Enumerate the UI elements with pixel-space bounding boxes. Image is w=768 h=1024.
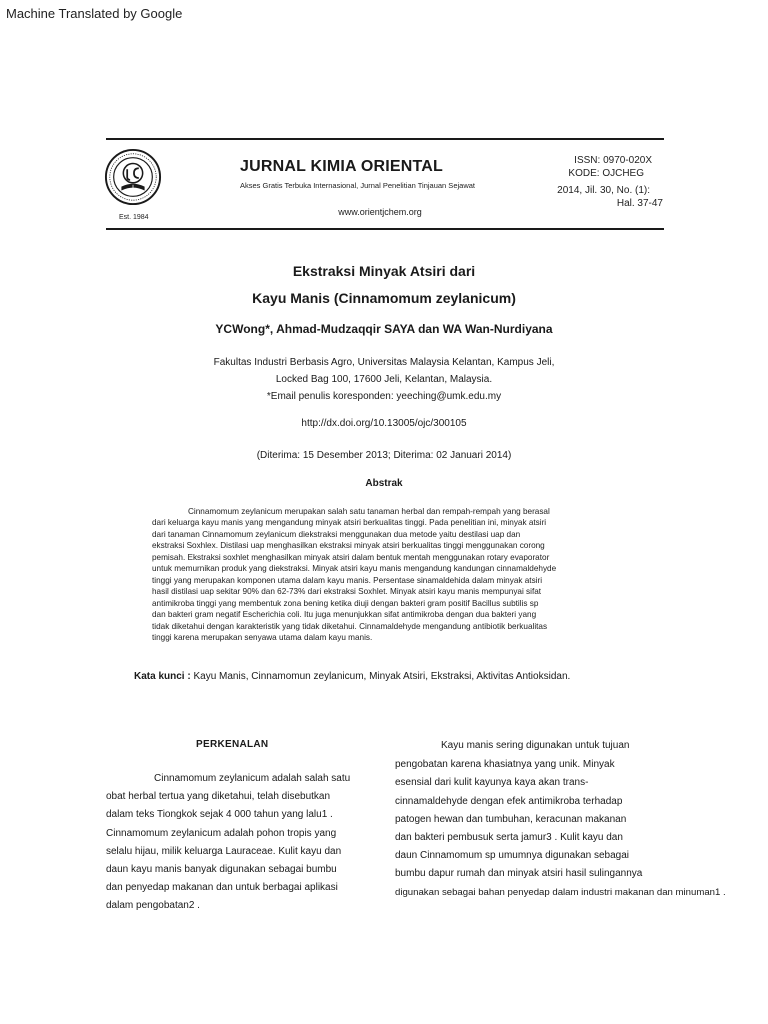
body-line: patogen hewan dan tumbuhan, keracunan makanan [395,813,627,825]
journal-code: KODE: OJCHEG [568,168,644,179]
abstract-line: Cinnamomum zeylanicum merupakan salah satu tanaman herbal dan rempah-rempah yang berasal [188,507,550,516]
abstract-line: antimikroba tinggi yang membentuk zona bening ketika diuji dengan bakteri gram positif Bacillus subtilis sp [152,598,539,608]
journal-website[interactable]: www.orientjchem.org [338,207,422,217]
keywords-label: Kata kunci : [134,671,191,682]
journal-title: JURNAL KIMIA ORIENTAL [240,158,444,175]
introduction-heading: PERKENALAN [196,739,269,750]
article-title-line-2: Kayu Manis (Cinnamomum zeylanicum) [252,290,516,306]
abstract-line: tinggi yang merupakan komponen utama dalam kayu manis. Persentase sinamaldehida dalam minyak atsiri [152,575,543,585]
body-line: bumbu dapur rumah dan minyak atsiri hasil sulingannya [395,868,643,880]
machine-translation-banner: Machine Translated by Google [6,6,183,21]
body-line: dan bakteri pembusuk serta jamur3 . Kulit kayu dan [395,832,623,844]
abstract-line: ekstraksi Soxhlex. Distilasi uap menghasilkan ekstraksi minyak atsiri berkualitas tinggi menggunakan corong [152,541,545,551]
affiliation-line: Locked Bag 100, 17600 Jeli, Kelantan, Malaysia. [275,374,493,385]
abstract-line: tidak diketahui dengan karakteristik yang tidak diketahui. Cinnamaldehyde mengandung antibiotik berkualitas [152,621,548,631]
journal-seal-icon [104,148,162,206]
abstract-line: untuk memurnikan produk yang diekstraksi. Minyak atsiri kayu manis mengandung kandungan cinnamaldehyde [152,564,557,574]
affiliation-line: Fakultas Industri Berbasis Agro, Universitas Malaysia Kelantan, Kampus Jeli, [213,357,555,368]
journal-issn: ISSN: 0970-020X [574,155,652,166]
abstract-line: tinggi karena merupakan senyawa utama dalam kayu manis. [152,632,373,642]
body-line: Cinnamomum zeylanicum adalah salah satu [154,773,351,784]
keywords [134,671,570,682]
article-title-line-1: Ekstraksi Minyak Atsiri dari [292,263,476,279]
header-rule-bottom [106,228,664,230]
keywords-list: Kayu Manis, Cinnamomun zeylanicum, Minyak Atsiri, Ekstraksi, Aktivitas Antioksidan. [190,671,571,682]
header-rule-top [106,138,664,140]
body-line: digunakan sebagai bahan penyedap dalam industri makanan dan minuman1 . [395,886,726,898]
journal-volume: 2014, Jil. 30, No. (1): [557,185,650,196]
article-authors: YCWong*, Ahmad-Mudzaqqir SAYA dan WA Wan-Nurdiyana [215,322,553,336]
body-line: dan penyedap makanan dan untuk berbagai aplikasi [106,882,338,894]
body-line: esensial dari kulit kayunya kaya akan trans- [395,777,589,789]
body-line: daun kayu manis banyak digunakan sebagai bumbu [106,864,337,876]
abstract-line: hasil distilasi uap sekitar 90% dan 62-73% dari ekstraksi Soxhlet. Minyak atsiri kayu manis mempunyai sifat [152,587,542,597]
body-line: daun Cinnamomum sp umumnya digunakan sebagai [395,850,630,862]
body-line: Cinnamomum zeylanicum adalah pohon tropis yang [106,827,337,839]
body-line: dalam pengobatan2 . [106,900,200,912]
abstract-line: dari keluarga kayu manis yang mengandung minyak atsiri berkualitas tinggi. Pada penelitian ini, minyak atsiri [152,518,547,528]
abstract-line: pemisah. Ekstraksi soxhlet menghasilkan minyak atsiri dalam bentuk mentah menggunakan rotary evaporator [152,552,550,562]
doi-link[interactable]: http://dx.doi.org/10.13005/ojc/300105 [301,418,467,429]
body-line: dalam teks Tiongkok sejak 4 000 tahun yang lalu1 . [106,809,333,821]
corresponding-email[interactable]: *Email penulis koresponden: yeeching@umk.edu.my [266,391,502,402]
abstract-body [152,506,618,643]
body-line: pengobatan karena khasiatnya yang unik. Minyak [395,759,615,771]
body-line: selalu hijau, milik keluarga Lauraceae. Kulit kayu dan [106,845,342,857]
affiliation [150,354,618,405]
journal-subtitle: Akses Gratis Terbuka Internasional, Jurnal Penelitian Tinjauan Sejawat [240,181,475,190]
abstract-line: dari tanaman Cinnamomum zeylanicum diekstraksi menggunakan dua metode yaitu destilasi uap dan [152,529,521,539]
left-column-text [106,770,350,916]
body-line: Kayu manis sering digunakan untuk tujuan [441,740,630,751]
journal-pages: Hal. 37-47 [616,198,663,209]
body-line: obat herbal tertua yang diketahui, telah disebutkan [106,791,331,803]
established-year: Est. 1984 [119,214,149,221]
received-dates: (Diterima: 15 Desember 2013; Diterima: 02 Januari 2014) [256,450,512,461]
right-column-text [395,737,726,902]
abstract-heading: Abstrak [365,478,403,489]
body-line: cinnamaldehyde dengan efek antimikroba terhadap [395,795,623,807]
abstract-line: dan bakteri gram negatif Escherichia coli. Itu juga menunjukkan sifat antimikroba dengan dua bakteri yang [152,610,537,620]
